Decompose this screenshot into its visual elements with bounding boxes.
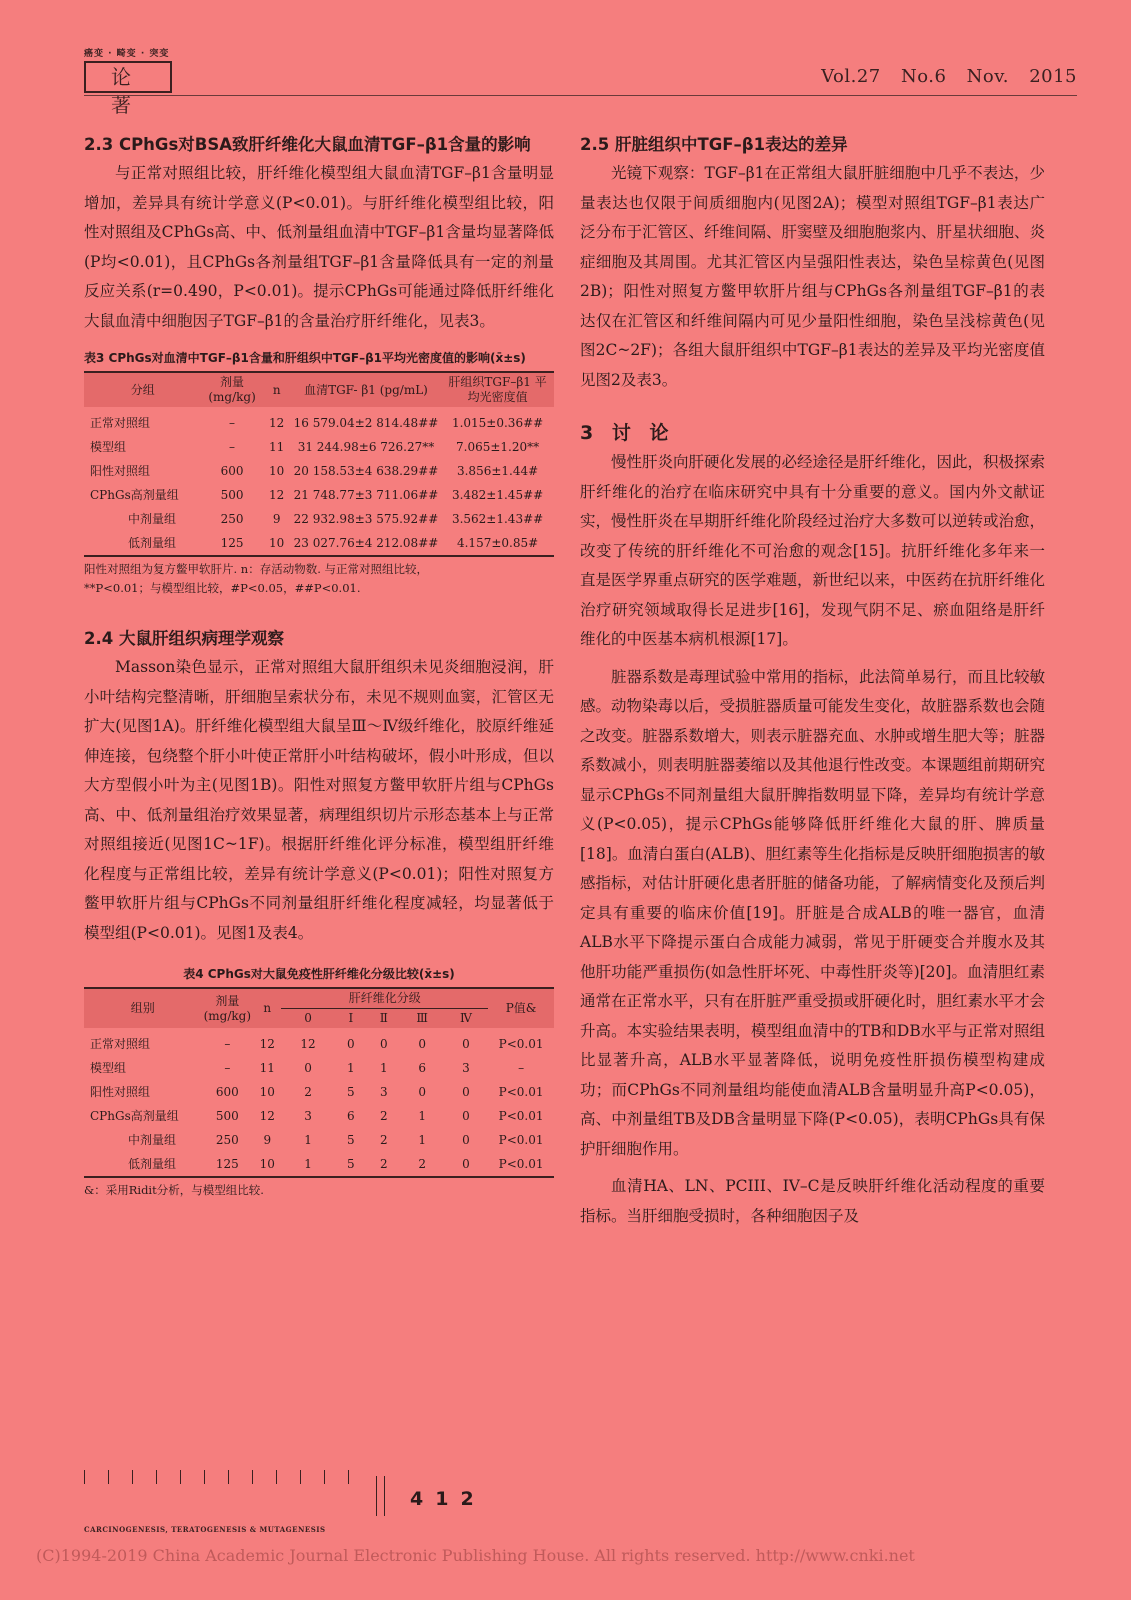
section-2-3-title: 2.3 CPhGs对BSA致肝纤维化大鼠血清TGF–β1含量的影响	[84, 135, 531, 154]
table-cell: P<0.01	[498, 1109, 544, 1123]
table-cell: 中剂量组	[128, 1133, 177, 1147]
table-cell: 正常对照组	[90, 416, 151, 430]
table-cell: 12	[259, 1109, 275, 1123]
table-cell: 1.015±0.36##	[451, 416, 544, 430]
section-3-title: 3 讨 论	[580, 422, 675, 444]
table-cell: 3.856±1.44#	[456, 464, 539, 478]
table-row	[84, 483, 554, 507]
table4-grade-label: 0	[281, 1009, 334, 1029]
table-cell: 4.157±0.85#	[456, 536, 539, 550]
table4-grade-label: Ⅱ	[367, 1009, 401, 1029]
table-cell: 2	[304, 1085, 312, 1099]
table-cell: 250	[220, 512, 244, 526]
table-cell: 2	[379, 1133, 388, 1147]
article-type-tag: 论 著	[84, 61, 172, 93]
table-cell: 5	[347, 1157, 355, 1171]
table-cell: 中剂量组	[128, 512, 177, 526]
table-cell: 1	[347, 1061, 355, 1075]
table-cell: 11	[269, 440, 285, 454]
table-row	[84, 1080, 554, 1104]
footer-tick	[252, 1470, 253, 1484]
table4-grade-label: Ⅲ	[401, 1009, 444, 1029]
table-cell: 600	[215, 1085, 239, 1099]
discussion-paragraph-2: 脏器系数是毒理试验中常用的指标，此法简单易行，而且比较敏感。动物染毒以后，受损脏器质量可能发生变化，故脏器系数也会随之改变。脏器系数增大，则表示脏器充血、水肿或增生肥大等；脏器系数减小，则表明脏器萎缩以及其他退行性改变。本课题组前期研究显示CPhGs不同剂量组大鼠肝脾指数明显下降，差异均有统计学意义(P<0.05)，提示CPhGs能够降低肝纤维化大鼠的肝、脾质量[18]。血清白蛋白(ALB)、胆红素等生化指标是反映肝细胞损害的敏感指标，对估计肝硬化患者肝脏的储备功能，了解病情变化及预后判定具有重要的临床价值[19]。肝脏是合成ALB的唯一器官，血清ALB水平下降提示蛋白合成能力减弱，常见于肝硬变合并腹水及其他肝功能严重损伤(如急性肝坏死、中毒性肝炎等)[20]。血清胆红素通常在正常水平，只有在肝脏严重受损或肝硬化时，胆红素水平才会升高。本实验结果表明，模型组血清中的TB和DB水平与正常对照组比显著升高，ALB水平显著降低，说明免疫性肝损伤模型构建成功；而CPhGs不同剂量组均能使血清ALB含量明显升高P<0.05)，高、中剂量组TB及DB含量明显下降(P<0.05)，表明CPhGs具有保护肝细胞作用。	[580, 667, 1046, 1158]
table-cell: 1	[379, 1061, 388, 1075]
table-cell: 500	[220, 488, 244, 502]
table-row	[84, 1128, 554, 1152]
table4-header-group: 组别	[84, 988, 202, 1028]
table-cell: 6	[347, 1109, 355, 1123]
table-cell: P<0.01	[498, 1085, 544, 1099]
discussion-paragraph-1: 慢性肝炎向肝硬化发展的必经途径是肝纤维化，因此，积极探索肝纤维化的治疗在临床研究中具有十分重要的意义。国内外文献证实，慢性肝炎在早期肝纤维化阶段经过治疗大多数可以逆转或治愈，改变了传统的肝纤维化不可治愈的观念[15]。抗肝纤维化多年来一直是医学界重点研究的医学难题，新世纪以来，中医药在抗肝纤维化治疗研究领域取得长足进步[16]，发现气阴不足、瘀血阻络是肝纤维化的中医基本病机根源[17]。	[580, 453, 1046, 648]
table-row	[84, 1104, 554, 1128]
page-number: 412	[410, 1488, 486, 1510]
table4-grade-label: Ⅰ	[335, 1009, 367, 1029]
footer-tick	[180, 1470, 181, 1484]
header-tag	[84, 46, 172, 117]
table-cell: 9	[272, 512, 281, 526]
table-cell: 0	[462, 1109, 470, 1123]
footer-tick	[276, 1470, 277, 1484]
table-cell: 20 158.53±4 638.29##	[293, 464, 439, 478]
table4	[84, 987, 554, 1178]
table-cell: 3	[379, 1085, 388, 1099]
discussion-paragraph-3: 血清HA、LN、PCIII、IV–C是反映肝纤维化活动程度的重要指标。当肝细胞受损时，各种细胞因子及	[580, 1177, 1045, 1225]
table4-header-grade: 肝纤维化分级	[281, 988, 488, 1009]
footer-tick	[204, 1470, 205, 1484]
table-cell: 12	[300, 1037, 316, 1051]
table-cell: –	[229, 440, 236, 454]
table-cell: 模型组	[90, 440, 127, 454]
table-row	[84, 507, 554, 531]
section-2-3-text: 与正常对照组比较，肝纤维化模型组大鼠血清TGF–β1含量明显增加，差异具有统计学意义(P<0.01)。与肝纤维化模型组比较，阳性对照组及CPhGs高、中、低剂量组血清中TGF–β1含量均显著降低(P均<0.01)，且CPhGs各剂量组TGF–β1含量降低具有一定的剂量反应关系(r=0.490，P<0.01)。提示CPhGs可能通过降低肝纤维化大鼠血清中细胞因子TGF–β1的含量治疗肝纤维化，见表3。	[84, 164, 554, 330]
table-cell: 1	[418, 1133, 427, 1147]
footer-tick	[108, 1470, 109, 1484]
table3-header: n	[263, 372, 291, 407]
table-cell: 0	[418, 1037, 427, 1051]
table4-grade-label: Ⅳ	[444, 1009, 488, 1029]
table-cell: 600	[220, 464, 244, 478]
table4-header-dose: 剂量 (mg/kg)	[202, 988, 254, 1028]
table-cell: 0	[462, 1037, 470, 1051]
table-cell: 阳性对照组	[90, 1085, 151, 1099]
table3-header: 分组	[84, 372, 202, 407]
table3-header: 肝组织TGF–β1 平均光密度值	[441, 372, 554, 407]
table-cell: 9	[263, 1133, 272, 1147]
table-cell: –	[224, 1061, 231, 1075]
footer-tick	[156, 1470, 157, 1484]
table-cell: 7.065±1.20**	[456, 440, 540, 454]
table-cell: 低剂量组	[128, 536, 177, 550]
table4-header-p: P值&	[488, 988, 554, 1028]
tag-small: 癌变 · 畸变 · 突变	[84, 49, 170, 59]
table-cell: 5	[347, 1133, 355, 1147]
table-row	[84, 531, 554, 556]
footer-tick	[300, 1470, 301, 1484]
table4-note: &：采用Ridit分析，与模型组比较.	[84, 1183, 264, 1197]
table-cell: P<0.01	[498, 1157, 544, 1171]
table-cell: 2	[379, 1157, 388, 1171]
table-cell: 3	[304, 1109, 312, 1123]
table-row	[84, 1152, 554, 1177]
table-row	[84, 407, 554, 435]
table-row	[84, 435, 554, 459]
table3-note-1: 阳性对照组为复方鳖甲软肝片. n：存活动物数. 与正常对照组比较，	[84, 562, 429, 576]
table-cell: 10	[259, 1157, 275, 1171]
table-cell: 12	[269, 488, 285, 502]
right-column	[580, 130, 1045, 1231]
table-cell: 21 748.77±3 711.06##	[293, 488, 439, 502]
table-cell: 12	[269, 416, 285, 430]
table-cell: 125	[220, 536, 244, 550]
table-cell: 11	[259, 1061, 275, 1075]
table-cell: 10	[259, 1085, 275, 1099]
table3-header: 血清TGF- β1 (pg/mL)	[291, 372, 441, 407]
table-cell: 22 932.98±3 575.92##	[293, 512, 439, 526]
footer-ticks	[84, 1470, 374, 1500]
table3	[84, 371, 554, 557]
table3-header: 剂量 (mg/kg)	[202, 372, 263, 407]
table-cell: CPhGs高剂量组	[90, 1109, 179, 1123]
table-row	[84, 1056, 554, 1080]
footer-divider	[384, 1476, 385, 1516]
table3-caption: 表3 CPhGs对血清中TGF–β1含量和肝组织中TGF–β1平均光密度值的影响(x̄±s)	[84, 351, 526, 365]
table-cell: 500	[215, 1109, 239, 1123]
table3-note-2: **P<0.01；与模型组比较，#P<0.05，##P<0.01.	[84, 581, 361, 595]
table-cell: 10	[269, 536, 285, 550]
table-cell: 1	[418, 1109, 427, 1123]
table-cell: 23 027.76±4 212.08##	[293, 536, 439, 550]
table-cell: 6	[418, 1061, 427, 1075]
footer-divider	[376, 1476, 377, 1516]
table-cell: 正常对照组	[90, 1037, 151, 1051]
table-cell: P<0.01	[498, 1037, 544, 1051]
table-cell: 低剂量组	[128, 1157, 177, 1171]
table-cell: –	[518, 1061, 525, 1075]
table-cell: 阳性对照组	[90, 464, 151, 478]
table-cell: 2	[418, 1157, 427, 1171]
section-2-5-text: 光镜下观察：TGF–β1在正常组大鼠肝脏细胞中几乎不表达，少量表达也仅限于间质细胞内(见图2A)；模型对照组TGF–β1表达广泛分布于汇管区、纤维间隔、肝窦壁及细胞胞浆内、肝星状细胞、炎症细胞及其周围。尤其汇管区内呈强阳性表达，染色呈棕黄色(见图2B)；阳性对照复方鳖甲软肝片组与CPhGs各剂量组TGF–β1的表达仅在汇管区和纤维间隔内可见少量阳性细胞，染色呈浅棕黄色(见图2C~2F)；各组大鼠肝组织中TGF–β1表达的差异及平均光密度值见图2及表3。	[580, 164, 1046, 389]
header-rule	[84, 95, 1077, 96]
table-cell: –	[224, 1037, 231, 1051]
table-cell: 模型组	[90, 1061, 127, 1075]
table-cell: 10	[269, 464, 285, 478]
footer-tick	[132, 1470, 133, 1484]
table-row	[84, 1028, 554, 1056]
footer-tick	[348, 1470, 349, 1484]
table-cell: CPhGs高剂量组	[90, 488, 179, 502]
table-cell: 5	[347, 1085, 355, 1099]
table4-header-n: n	[253, 988, 281, 1028]
table-cell: 31 244.98±6 726.27**	[297, 440, 435, 454]
table-row	[84, 459, 554, 483]
table-cell: 0	[462, 1133, 470, 1147]
table-cell: 3.562±1.43##	[451, 512, 544, 526]
table-cell: 1	[304, 1133, 312, 1147]
table-cell: 16 579.04±2 814.48##	[293, 416, 439, 430]
table-cell: –	[229, 416, 236, 430]
table-cell: 0	[462, 1157, 470, 1171]
footer-tick	[228, 1470, 229, 1484]
issue-info: Vol.27 No.6 Nov. 2015	[821, 66, 1077, 87]
table-cell: 125	[215, 1157, 239, 1171]
table-cell: 12	[259, 1037, 275, 1051]
table-cell: 3.482±1.45##	[451, 488, 544, 502]
table-cell: 0	[418, 1085, 427, 1099]
table4-caption: 表4 CPhGs对大鼠免疫性肝纤维化分级比较(x̄±s)	[183, 967, 455, 981]
section-2-5-title: 2.5 肝脏组织中TGF–β1表达的差异	[580, 135, 848, 154]
table-cell: P<0.01	[498, 1133, 544, 1147]
footer-tick	[84, 1470, 85, 1484]
table-cell: 250	[215, 1133, 239, 1147]
footer-tick	[324, 1470, 325, 1484]
table-cell: 0	[379, 1037, 388, 1051]
table-cell: 0	[462, 1085, 470, 1099]
section-2-4-text: Masson染色显示，正常对照组大鼠肝组织未见炎细胞浸润，肝小叶结构完整清晰，肝细胞呈索状分布，未见不规则血窦，汇管区无扩大(见图1A)。肝纤维化模型组大鼠呈Ⅲ～Ⅳ级纤维化，胶原纤维延伸连接，包绕整个肝小叶使正常肝小叶结构破坏，假小叶形成，但以大方型假小叶为主(见图1B)。阳性对照复方鳖甲软肝片组与CPhGs高、中、低剂量组治疗效果显著，病理组织切片示形态基本上与正常对照组接近(见图1C~1F)。根据肝纤维化评分标准，模型组肝纤维化程度与正常组比较，差异有统计学意义(P<0.01)；阳性对照复方鳖甲软肝片组与CPhGs不同剂量组肝纤维化程度减轻，均显著低于模型组(P<0.01)。见图1及表4。	[84, 658, 554, 942]
table-cell: 0	[347, 1037, 355, 1051]
left-column	[84, 130, 554, 1200]
section-2-4-title: 2.4 大鼠肝组织病理学观察	[84, 629, 284, 648]
table-cell: 3	[462, 1061, 470, 1075]
table-cell: 1	[304, 1157, 312, 1171]
table-cell: 0	[304, 1061, 312, 1075]
copyright-notice: (C)1994-2019 China Academic Journal Electronic Publishing House. All rights reserved. http://www.cnki.net	[36, 1546, 915, 1565]
table-cell: 2	[379, 1109, 388, 1123]
journal-name: CARCINOGENESIS, TERATOGENESIS & MUTAGENESIS	[84, 1525, 326, 1534]
